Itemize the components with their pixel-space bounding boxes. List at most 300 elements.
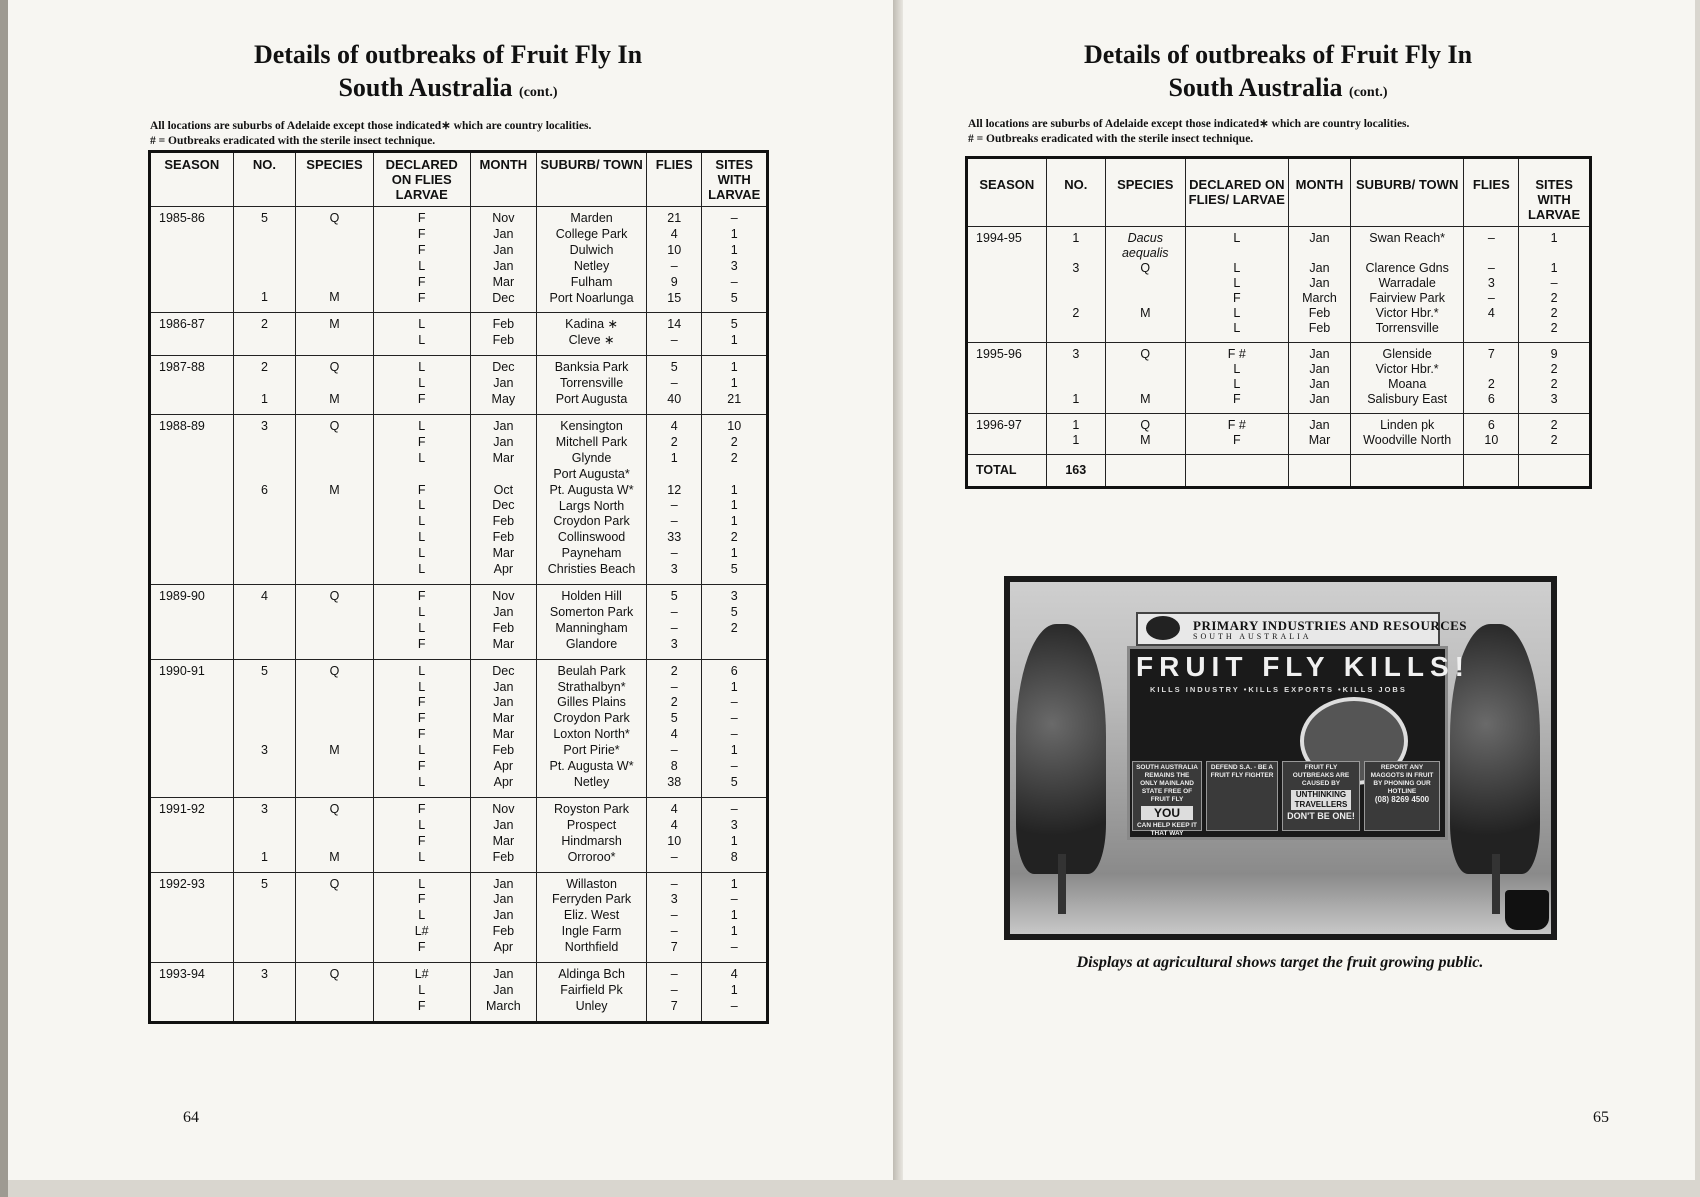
month-value: Apr [493, 562, 514, 577]
suburb-value: Cleve ∗ [568, 333, 615, 348]
table-body [967, 227, 1591, 455]
suburb-cell [1350, 343, 1464, 414]
sites-value: 21 [727, 392, 742, 407]
flies-cell [646, 313, 701, 356]
no-value: 3 [260, 743, 268, 758]
flies-value: 40 [667, 392, 682, 407]
note-line-1: All locations are suburbs of Adelaide except those indicated∗ which are country localities. [968, 118, 1410, 130]
sites-value: 2 [1550, 362, 1558, 376]
table-row [967, 414, 1591, 455]
no-value [237, 983, 293, 999]
month-cell [470, 585, 537, 660]
month-value: Mar [1308, 433, 1331, 447]
outbreak-table-left [148, 150, 769, 1024]
month-value [1292, 246, 1347, 261]
no-value: 1 [1072, 433, 1080, 447]
display-photo [1004, 576, 1557, 940]
species-value [299, 435, 370, 451]
no-value: 1 [260, 849, 268, 864]
flies-value: 7 [670, 940, 678, 955]
note-line-1: All locations are suburbs of Adelaide except those indicated∗ which are country localities. [150, 120, 592, 132]
no-value [1050, 291, 1102, 306]
panel-travellers [1282, 761, 1360, 831]
suburb-value: Mitchell Park [555, 434, 628, 449]
species-value: Q [329, 360, 340, 375]
sites-value: 2 [1550, 377, 1558, 391]
month-value: Jan [1309, 418, 1330, 432]
month-value: Jan [1309, 362, 1330, 376]
suburb-value: Glandore [565, 636, 618, 651]
sites-value: 5 [730, 290, 738, 305]
declared-value: L [418, 679, 426, 694]
no-value [237, 924, 293, 940]
title-line-2: South Australia [338, 73, 513, 102]
declared-value: L# [414, 924, 429, 939]
season-cell: 1994-95 [967, 227, 1047, 343]
species-value [299, 376, 370, 392]
species-value [299, 637, 370, 653]
sites-cell [702, 356, 768, 415]
table-row [967, 343, 1591, 414]
suburb-value: Victor Hbr.* [1375, 362, 1439, 376]
declared-cell [373, 585, 470, 660]
flies-value: 6 [1487, 392, 1495, 406]
season-cell: 1996-97 [967, 414, 1047, 455]
flies-value: – [670, 849, 678, 864]
month-value: Apr [493, 940, 514, 955]
sites-value: 2 [730, 450, 738, 465]
banner-subtitle: SOUTH AUSTRALIA [1193, 632, 1312, 641]
declared-value: F [417, 274, 426, 289]
flies-value: – [1487, 291, 1495, 305]
flies-value: 12 [667, 482, 682, 497]
month-value: Feb [1308, 321, 1331, 335]
sites-cell [1519, 227, 1591, 343]
declared-value [377, 467, 467, 483]
col-month: MONTH [1289, 158, 1351, 227]
sites-value [705, 637, 763, 653]
sites-value: – [730, 727, 738, 742]
total-value: 163 [1046, 455, 1105, 488]
sites-value: – [1550, 276, 1558, 290]
panel1-big: YOU [1141, 806, 1193, 820]
flies-value: – [1487, 231, 1495, 245]
flies-value: 4 [670, 727, 678, 742]
species-value: Q [329, 589, 340, 604]
sites-value: – [730, 695, 738, 710]
sites-value: 3 [1550, 392, 1558, 406]
suburb-cell [537, 797, 647, 872]
sites-value: 2 [1550, 433, 1558, 447]
no-value [237, 546, 293, 562]
suburb-value: Pt. Augusta W* [549, 759, 634, 774]
declared-value: L [418, 876, 426, 891]
suburb-value: Largs North [558, 498, 625, 513]
left-page [8, 0, 893, 1180]
declared-cell [373, 414, 470, 584]
flies-cell [1464, 227, 1519, 343]
sites-value: 5 [730, 317, 738, 332]
sites-value: 2 [730, 530, 738, 545]
species-cell [296, 356, 374, 415]
species-cell [296, 585, 374, 660]
suburb-cell [537, 963, 647, 1023]
no-value: 3 [260, 967, 268, 982]
month-value: Jan [493, 876, 514, 891]
species-value: M [1140, 433, 1151, 447]
suburb-value: Hindmarsh [561, 833, 622, 848]
sites-cell [702, 585, 768, 660]
outbreak-table-right [965, 156, 1592, 489]
declared-value: L [418, 546, 426, 561]
page-number: 64 [183, 1109, 199, 1126]
month-value: Mar [492, 546, 515, 561]
suburb-value: Port Pirie* [563, 743, 620, 758]
species-value: M [1140, 306, 1151, 320]
title-line-2: South Australia [1168, 73, 1343, 102]
page-title [158, 38, 738, 109]
sites-cell [702, 659, 768, 797]
month-value: Jan [493, 242, 514, 257]
month-cell [470, 872, 537, 963]
month-value: Feb [492, 530, 515, 545]
sites-value: 1 [730, 242, 738, 257]
no-value [237, 243, 293, 259]
table-row [150, 797, 768, 872]
declared-value: L [418, 663, 426, 678]
no-value [237, 605, 293, 621]
species-value [299, 546, 370, 562]
location-note [968, 117, 1409, 147]
flies-value: 4 [670, 418, 678, 433]
flies-value: – [1487, 261, 1495, 275]
no-value: 5 [260, 876, 268, 891]
banner-title: PRIMARY INDUSTRIES AND RESOURCES [1193, 618, 1468, 633]
season-cell: 1990-91 [150, 659, 234, 797]
photo-scene [1010, 582, 1551, 934]
species-value [299, 727, 370, 743]
no-value [237, 695, 293, 711]
sites-value: 2 [1550, 418, 1558, 432]
month-value: Mar [492, 727, 515, 742]
total-empty-cell [1105, 455, 1185, 488]
sites-value: 3 [730, 589, 738, 604]
sites-cell [1519, 414, 1591, 455]
flies-value: – [670, 333, 678, 348]
species-value [299, 711, 370, 727]
no-cell [1046, 414, 1105, 455]
suburb-value: Royston Park [554, 801, 630, 816]
month-cell [1289, 343, 1351, 414]
flies-value: 2 [670, 663, 678, 678]
plant-pot [1505, 890, 1549, 930]
month-cell [470, 963, 537, 1023]
suburb-cell [537, 872, 647, 963]
species-value [299, 621, 370, 637]
declared-cell [1185, 343, 1288, 414]
no-value [237, 908, 293, 924]
species-value: Q [1140, 347, 1151, 361]
season-cell: 1986-87 [150, 313, 234, 356]
season-cell: 1991-92 [150, 797, 234, 872]
sites-value: 1 [730, 514, 738, 529]
flies-value: 4 [670, 226, 678, 241]
month-cell [470, 356, 537, 415]
no-value: 1 [1072, 392, 1080, 406]
month-value [474, 467, 534, 483]
table-body [150, 207, 768, 1023]
total-empty-cell [1350, 455, 1464, 488]
flies-value: 21 [667, 211, 682, 225]
panel-south-australia [1132, 761, 1202, 837]
suburb-value: Collinswood [557, 530, 626, 545]
declared-value: L [418, 258, 426, 273]
sites-value: 5 [730, 775, 738, 789]
no-cell [233, 313, 296, 356]
flies-cell [1464, 343, 1519, 414]
no-value: 6 [260, 482, 268, 497]
declared-value: L [1233, 261, 1241, 275]
suburb-value: Torrensville [559, 376, 624, 391]
no-value [237, 435, 293, 451]
species-cell [296, 659, 374, 797]
board-title: FRUIT FLY KILLS! [1136, 651, 1470, 682]
sites-value: 1 [730, 546, 738, 561]
species-cell [1105, 414, 1185, 455]
sites-value: 1 [730, 833, 738, 848]
suburb-value: Banksia Park [554, 360, 629, 375]
season-cell: 1987-88 [150, 356, 234, 415]
no-cell [233, 872, 296, 963]
month-value: Feb [1308, 306, 1331, 320]
total-row [967, 455, 1591, 488]
no-value [237, 892, 293, 908]
declared-value: L [418, 530, 426, 545]
species-value [299, 983, 370, 999]
sites-cell [702, 963, 768, 1023]
suburb-value: Fairfield Pk [560, 982, 623, 997]
month-value: Jan [493, 982, 514, 997]
sites-value: 1 [730, 498, 738, 513]
declared-cell [373, 313, 470, 356]
col-species: SPECIES [296, 152, 374, 207]
declared-value: F [417, 242, 426, 257]
panel2-text: DEFEND S.A. - BE A FRUIT FLY FIGHTER [1210, 764, 1274, 779]
no-cell [233, 585, 296, 660]
no-value: 2 [1072, 306, 1080, 320]
col-suburb: SUBURB/ TOWN [537, 152, 647, 207]
total-empty-cell [1464, 455, 1519, 488]
note-line-2: # = Outbreaks eradicated with the sterile insect technique. [150, 135, 436, 147]
suburb-value: Ingle Farm [561, 924, 622, 939]
month-value: Jan [1309, 347, 1330, 361]
suburb-value: Fulham [570, 274, 613, 289]
no-cell [233, 797, 296, 872]
col-season: SEASON [150, 152, 234, 207]
panel-hotline [1364, 761, 1440, 831]
col-suburb: SUBURB/ TOWN [1350, 158, 1464, 227]
flies-value: – [670, 679, 678, 694]
flies-value: 4 [1487, 306, 1495, 320]
sites-value: – [730, 801, 738, 816]
no-value [1050, 321, 1102, 336]
flies-cell [646, 659, 701, 797]
no-value: 3 [260, 418, 268, 433]
declared-value: L [418, 849, 426, 864]
flies-cell [1464, 414, 1519, 455]
declared-cell [1185, 414, 1288, 455]
no-value: 1 [260, 290, 268, 305]
month-value: Nov [492, 589, 515, 604]
no-value [237, 680, 293, 696]
no-value [237, 775, 293, 791]
month-value: Jan [493, 817, 514, 832]
table-row [150, 313, 768, 356]
col-declared: DECLARED ON FLIES/ LARVAE [1185, 158, 1288, 227]
species-value [299, 940, 370, 956]
species-value [299, 243, 370, 259]
flies-value: 38 [667, 775, 682, 789]
suburb-value: Holden Hill [561, 589, 622, 604]
season-cell: 1992-93 [150, 872, 234, 963]
no-cell [1046, 227, 1105, 343]
species-value [1109, 362, 1182, 377]
no-value [237, 940, 293, 956]
suburb-value: Northfield [564, 940, 619, 955]
declared-value: F [417, 892, 426, 907]
col-flies: FLIES [1464, 158, 1519, 227]
month-value: Jan [493, 679, 514, 694]
season-cell: 1995-96 [967, 343, 1047, 414]
suburb-cell [537, 585, 647, 660]
species-value: Q [329, 967, 340, 982]
sites-value: 1 [730, 924, 738, 939]
no-value [237, 818, 293, 834]
suburb-cell [1350, 227, 1464, 343]
declared-value: F [417, 226, 426, 241]
table-header-row [967, 158, 1591, 227]
declared-value: F [417, 211, 426, 225]
flies-value: 2 [670, 695, 678, 710]
sites-value: 1 [730, 743, 738, 758]
month-value: Feb [492, 743, 515, 758]
suburb-value: Prospect [566, 817, 617, 832]
no-value [1050, 246, 1102, 261]
declared-value: F [1233, 291, 1241, 305]
season-cell: 1985-86 [150, 207, 234, 313]
no-value: 2 [260, 317, 268, 332]
flies-cell [646, 356, 701, 415]
table-row [150, 356, 768, 415]
species-value [299, 333, 370, 349]
sites-value: 6 [730, 663, 738, 678]
flies-value: 3 [670, 562, 678, 577]
species-value [299, 275, 370, 291]
month-value: Jan [493, 604, 514, 619]
flies-cell [646, 207, 701, 313]
flies-value: – [670, 258, 678, 273]
sites-value: 1 [1550, 261, 1558, 275]
col-no: NO. [1046, 158, 1105, 227]
month-cell [470, 313, 537, 356]
declared-value [1189, 246, 1285, 261]
declared-value: F [417, 727, 426, 742]
species-value: Q [1140, 261, 1151, 275]
declared-value: L [418, 450, 426, 465]
no-value [237, 711, 293, 727]
flies-value: – [670, 620, 678, 635]
species-value [299, 514, 370, 530]
suburb-value: Kensington [560, 418, 623, 433]
flies-cell [646, 585, 701, 660]
location-note [150, 119, 591, 149]
no-value [237, 530, 293, 546]
no-value [237, 514, 293, 530]
sites-value: 5 [730, 604, 738, 619]
species-value [299, 695, 370, 711]
no-value: 3 [1072, 261, 1080, 275]
flies-value: – [670, 876, 678, 891]
no-cell [233, 356, 296, 415]
sites-value: – [730, 211, 738, 225]
suburb-value: Loxton North* [553, 727, 630, 742]
declared-value: F [417, 482, 426, 497]
declared-cell [373, 356, 470, 415]
flies-value: 3 [670, 892, 678, 907]
suburb-value: Somerton Park [549, 604, 634, 619]
species-value: Q [1140, 418, 1151, 432]
no-value: 5 [260, 211, 268, 225]
flies-value: – [670, 982, 678, 997]
month-value: Mar [492, 274, 515, 289]
suburb-value: Dulwich [569, 242, 614, 257]
month-value: Feb [492, 620, 515, 635]
declared-value: L [1233, 321, 1241, 335]
no-value [237, 451, 293, 467]
no-cell [233, 963, 296, 1023]
title-cont: (cont.) [519, 85, 558, 100]
month-value: Nov [492, 801, 515, 816]
species-value [299, 259, 370, 275]
plant-right-trunk [1492, 854, 1500, 914]
no-value [237, 759, 293, 775]
table-row [150, 207, 768, 313]
sites-cell [702, 313, 768, 356]
month-value: Feb [492, 317, 515, 332]
sites-value: 1 [730, 982, 738, 997]
no-value [237, 834, 293, 850]
pir-banner [1136, 612, 1468, 646]
no-value: 3 [260, 801, 268, 816]
no-value [1050, 377, 1102, 392]
species-value: M [329, 849, 340, 864]
declared-value: L [418, 743, 426, 758]
species-value [299, 467, 370, 483]
declared-value: F [417, 434, 426, 449]
suburb-value: Eliz. West [563, 908, 620, 923]
species-value [299, 680, 370, 696]
sites-value: 2 [1550, 291, 1558, 305]
flies-value: – [670, 376, 678, 391]
month-value: Jan [1309, 261, 1330, 275]
declared-value: L [418, 317, 426, 332]
declared-value: L [418, 333, 426, 348]
species-value [1109, 276, 1182, 291]
no-value [237, 467, 293, 483]
species-value: Q [329, 418, 340, 433]
declared-value: L [418, 908, 426, 923]
species-value [1109, 321, 1182, 336]
